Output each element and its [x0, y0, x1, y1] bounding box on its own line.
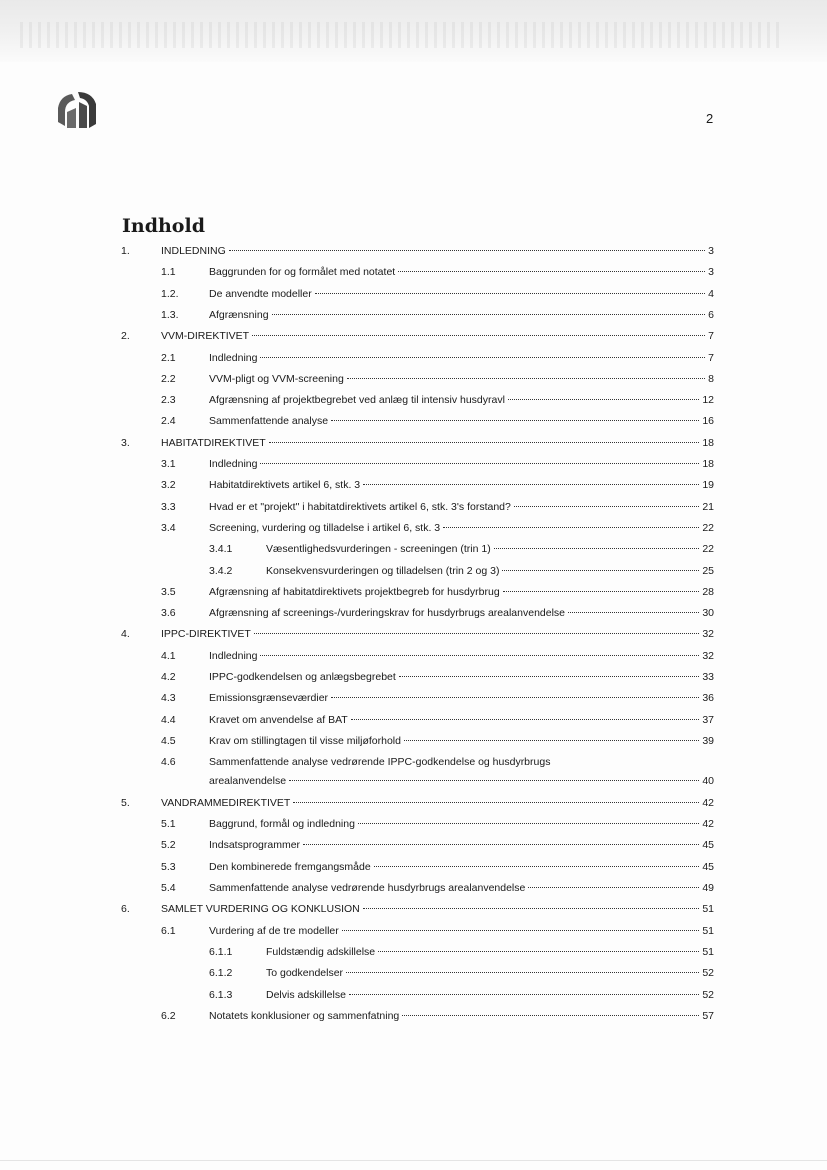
toc-entry-label: Konsekvensvurderingen og tilladelsen (trin 2 og 3): [266, 564, 500, 577]
dot-leader: [293, 801, 699, 803]
toc-entry-label: Delvis adskillelse: [266, 988, 346, 1001]
toc-entry-label: Habitatdirektivets artikel 6, stk. 3: [209, 479, 361, 492]
toc-entry-page: 30: [702, 607, 714, 620]
toc-entry-page: 45: [702, 860, 714, 873]
toc-entry[interactable]: [0, 434, 827, 452]
toc-entry[interactable]: [0, 647, 827, 665]
toc-entry-number: 1.: [121, 245, 130, 257]
toc-entry-number: 4.: [121, 628, 130, 641]
toc-entry-page: 7: [708, 351, 714, 364]
toc-entry[interactable]: [0, 306, 827, 324]
toc-entry-label: De anvendte modeller: [209, 287, 312, 300]
toc-entry-page: 21: [702, 500, 714, 513]
toc-entry[interactable]: [0, 668, 827, 686]
toc-entry-number: 4.1: [161, 649, 176, 662]
toc-entry-number: 6.1: [161, 924, 176, 937]
toc-entry[interactable]: [0, 1007, 827, 1025]
toc-entry-number: 1.2.: [161, 287, 179, 300]
dot-leader: [378, 950, 699, 952]
toc-entry-number: 6.1.3: [209, 988, 233, 1001]
toc-entry-number: 6.1.1: [209, 945, 233, 958]
toc-entry[interactable]: [0, 583, 827, 601]
toc-entry-page: 36: [702, 692, 714, 705]
toc-entry[interactable]: [0, 242, 827, 260]
dot-leader: [303, 843, 699, 845]
toc-entry[interactable]: [0, 625, 827, 643]
dot-leader: [229, 249, 705, 251]
dot-leader: [528, 886, 699, 888]
toc-entry-label-line1: Sammenfattende analyse vedrørende IPPC-godkendelse og husdyrbrugs: [209, 756, 551, 769]
toc-entry[interactable]: [0, 900, 827, 918]
toc-entry-number: 6.1.2: [209, 967, 233, 980]
toc-entry-page: 22: [702, 543, 714, 556]
toc-entry[interactable]: [0, 391, 827, 409]
toc-entry-label: Fuldstændig adskillelse: [266, 945, 376, 958]
toc-entry-page: 4: [708, 287, 714, 300]
toc-entry-label: Vurdering af de tre modeller: [209, 924, 339, 937]
dot-leader: [503, 590, 700, 592]
toc-entry-number: 1.1: [161, 266, 176, 279]
dot-leader: [342, 929, 700, 931]
dot-leader: [514, 505, 699, 507]
toc-entry-label: To godkendelser: [266, 967, 344, 980]
toc-entry-number: 5.: [121, 796, 130, 809]
toc-entry-label: Indledning: [209, 458, 258, 470]
toc-entry-label: Kravet om anvendelse af BAT: [209, 713, 348, 726]
toc-entry-page: 3: [708, 266, 714, 279]
dot-leader: [508, 398, 699, 400]
toc-entry-label: INDLEDNING: [161, 245, 226, 257]
toc-entry-label: Væsentlighedsvurderingen - screeningen (trin 1): [266, 543, 491, 556]
dot-leader: [331, 696, 699, 698]
toc-entry-number: 2.3: [161, 394, 176, 407]
dot-leader: [289, 779, 699, 781]
toc-entry-label: VVM-DIREKTIVET: [161, 330, 250, 343]
toc-entry[interactable]: [0, 370, 827, 388]
dot-leader: [374, 865, 700, 867]
toc-entry-page: 3: [708, 245, 714, 257]
toc-entry-number: 1.3.: [161, 308, 179, 321]
toc-entry[interactable]: [0, 964, 827, 982]
toc-entry[interactable]: [0, 732, 827, 750]
toc-entry[interactable]: [0, 986, 827, 1004]
toc-entry-number: 4.5: [161, 734, 176, 747]
toc-entry[interactable]: [0, 476, 827, 494]
toc-entry-page: 28: [702, 585, 714, 598]
toc-entry-label: arealanvendelse: [209, 775, 287, 788]
toc-entry-number: 2.4: [161, 415, 176, 428]
toc-entry[interactable]: [0, 689, 827, 707]
toc-entry-label: VVM-pligt og VVM-screening: [209, 372, 344, 385]
dot-leader: [331, 419, 699, 421]
dot-leader: [269, 441, 700, 443]
dot-leader: [260, 356, 705, 358]
toc-entry-page: 19: [702, 479, 714, 492]
toc-entry[interactable]: [0, 943, 827, 961]
toc-entry[interactable]: [0, 285, 827, 303]
toc-entry-label: Afgrænsning af projektbegrebet ved anlæg til intensiv husdyravl: [209, 394, 505, 407]
dot-leader: [443, 526, 699, 528]
toc-entry-page: 57: [702, 1009, 714, 1022]
toc-entry-label: Indledning: [209, 649, 258, 662]
toc-entry[interactable]: [0, 498, 827, 516]
dot-leader: [568, 611, 699, 613]
toc-entry-label: Baggrund, formål og indledning: [209, 818, 355, 831]
toc-entry-number: 3.3: [161, 500, 176, 513]
toc-entry-page: 12: [702, 394, 714, 407]
toc-entry-page: 8: [708, 372, 714, 385]
scan-bottom-edge: [0, 1160, 827, 1161]
toc-entry[interactable]: [0, 327, 827, 345]
toc-entry-number: 2.: [121, 330, 130, 343]
page-number: 2: [706, 111, 714, 126]
toc-entry-number: 3.1: [161, 458, 176, 470]
toc-entry-number: 3.4: [161, 521, 176, 534]
toc-entry-page: 39: [702, 734, 714, 747]
toc-entry-number: 6.2: [161, 1009, 176, 1022]
toc-entry-page: 32: [702, 628, 714, 641]
toc-entry[interactable]: [0, 794, 827, 812]
toc-entry[interactable]: [0, 753, 827, 793]
toc-entry-label: Den kombinerede fremgangsmåde: [209, 860, 371, 873]
dot-leader: [346, 971, 699, 973]
toc-entry-number: 6.: [121, 903, 130, 916]
toc-entry-number: 4.3: [161, 692, 176, 705]
dot-leader: [363, 907, 700, 909]
toc-entry-page: 51: [702, 903, 714, 916]
dot-leader: [494, 547, 700, 549]
toc-entry-page: 49: [702, 882, 714, 894]
toc-entry-page: 6: [708, 308, 714, 321]
toc-entry-number: 4.6: [161, 756, 176, 769]
dot-leader: [252, 334, 705, 336]
toc-entry-page: 25: [702, 564, 714, 577]
toc-entry[interactable]: [0, 836, 827, 854]
toc-entry-label: IPPC-DIREKTIVET: [161, 628, 251, 641]
toc-entry[interactable]: [0, 349, 827, 367]
toc-entry-page: 40: [702, 775, 714, 788]
toc-entry-number: 5.3: [161, 860, 176, 873]
toc-entry[interactable]: [0, 815, 827, 833]
toc-entry-page: 52: [702, 988, 714, 1001]
toc-entry-number: 4.2: [161, 671, 176, 683]
toc-entry-label: Notatets konklusioner og sammenfatning: [209, 1009, 400, 1022]
toc-entry-page: 32: [702, 649, 714, 662]
dot-leader: [347, 377, 705, 379]
toc-entry-page: 7: [708, 330, 714, 343]
toc-entry-label: SAMLET VURDERING OG KONKLUSION: [161, 903, 360, 916]
toc-entry-number: 3.2: [161, 479, 176, 492]
dot-leader: [363, 483, 699, 485]
toc-entry-page: 51: [702, 945, 714, 958]
toc-entry-label: Afgrænsning af habitatdirektivets projektbegreb for husdyrbrug: [209, 585, 500, 598]
dot-leader: [398, 270, 705, 272]
dot-leader: [399, 675, 700, 677]
dot-leader: [402, 1014, 699, 1016]
toc-entry-number: 5.4: [161, 882, 176, 894]
dot-leader: [254, 632, 699, 634]
toc-entry-number: 4.4: [161, 713, 176, 726]
toc-entry[interactable]: [0, 858, 827, 876]
scan-artifact-header: [0, 0, 827, 62]
toc-entry[interactable]: [0, 711, 827, 729]
toc-entry-label: Emissionsgrænseværdier: [209, 692, 329, 705]
dot-leader: [260, 462, 699, 464]
toc-entry[interactable]: [0, 519, 827, 537]
toc-entry-number: 3.4.1: [209, 543, 233, 556]
toc-entry-page: 52: [702, 967, 714, 980]
dot-leader: [349, 993, 699, 995]
toc-entry-label: Indsatsprogrammer: [209, 839, 301, 852]
toc-entry-number: 3.6: [161, 607, 176, 620]
toc-entry-page: 37: [702, 713, 714, 726]
toc-entry-number: 3.: [121, 436, 130, 449]
toc-entry-label: VANDRAMMEDIREKTIVET: [161, 796, 291, 809]
toc-entry-page: 42: [702, 818, 714, 831]
toc-entry[interactable]: [0, 879, 827, 897]
toc-entry-number: 2.1: [161, 351, 176, 364]
toc-entry-page: 22: [702, 521, 714, 534]
toc-entry-page: 51: [702, 924, 714, 937]
toc-entry[interactable]: [0, 263, 827, 281]
toc-entry[interactable]: [0, 922, 827, 940]
toc-entry-label: IPPC-godkendelsen og anlægsbegrebet: [209, 671, 396, 683]
toc-entry-page: 18: [702, 458, 714, 470]
toc-entry[interactable]: [0, 412, 827, 430]
toc-entry-page: 45: [702, 839, 714, 852]
toc-entry-number: 3.4.2: [209, 564, 233, 577]
toc-entry-page: 33: [702, 671, 714, 683]
toc-entry-label: Hvad er et "projekt" i habitatdirektivets artikel 6, stk. 3's forstand?: [209, 500, 511, 513]
scan-noise: [20, 22, 780, 48]
toc-entry-label: Baggrunden for og formålet med notatet: [209, 266, 396, 279]
toc-entry-page: 18: [702, 436, 714, 449]
toc-entry-label: Sammenfattende analyse vedrørende husdyrbrugs arealanvendelse: [209, 882, 526, 894]
dot-leader: [351, 718, 700, 720]
toc-entry-label: Afgrænsning af screenings-/vurderingskrav for husdyrbrugs arealanvendelse: [209, 607, 566, 620]
toc-entry-label: HABITATDIREKTIVET: [161, 436, 266, 449]
dot-leader: [315, 292, 705, 294]
dot-leader: [358, 822, 699, 824]
toc-entry-label: Sammenfattende analyse: [209, 415, 329, 428]
toc-entry-number: 2.2: [161, 372, 176, 385]
toc-entry[interactable]: [0, 455, 827, 473]
toc-entry-number: 5.1: [161, 818, 176, 831]
toc-entry-number: 3.5: [161, 585, 176, 598]
toc-entry-page: 16: [702, 415, 714, 428]
toc-entry-page: 42: [702, 796, 714, 809]
toc-entry[interactable]: [0, 562, 827, 580]
toc-entry[interactable]: [0, 540, 827, 558]
toc-title: Indhold: [122, 215, 205, 237]
dot-leader: [404, 739, 699, 741]
toc-entry[interactable]: [0, 604, 827, 622]
toc-entry-label: Indledning: [209, 351, 258, 364]
toc-entry-label: Krav om stillingtagen til visse miljøforhold: [209, 734, 401, 747]
toc-entry-label: Afgrænsning: [209, 308, 269, 321]
dot-leader: [272, 313, 706, 315]
dot-leader: [260, 654, 699, 656]
logo-icon: [52, 88, 102, 134]
toc-entry-label: Screening, vurdering og tilladelse i artikel 6, stk. 3: [209, 521, 441, 534]
dot-leader: [502, 569, 699, 571]
toc-entry-number: 5.2: [161, 839, 176, 852]
